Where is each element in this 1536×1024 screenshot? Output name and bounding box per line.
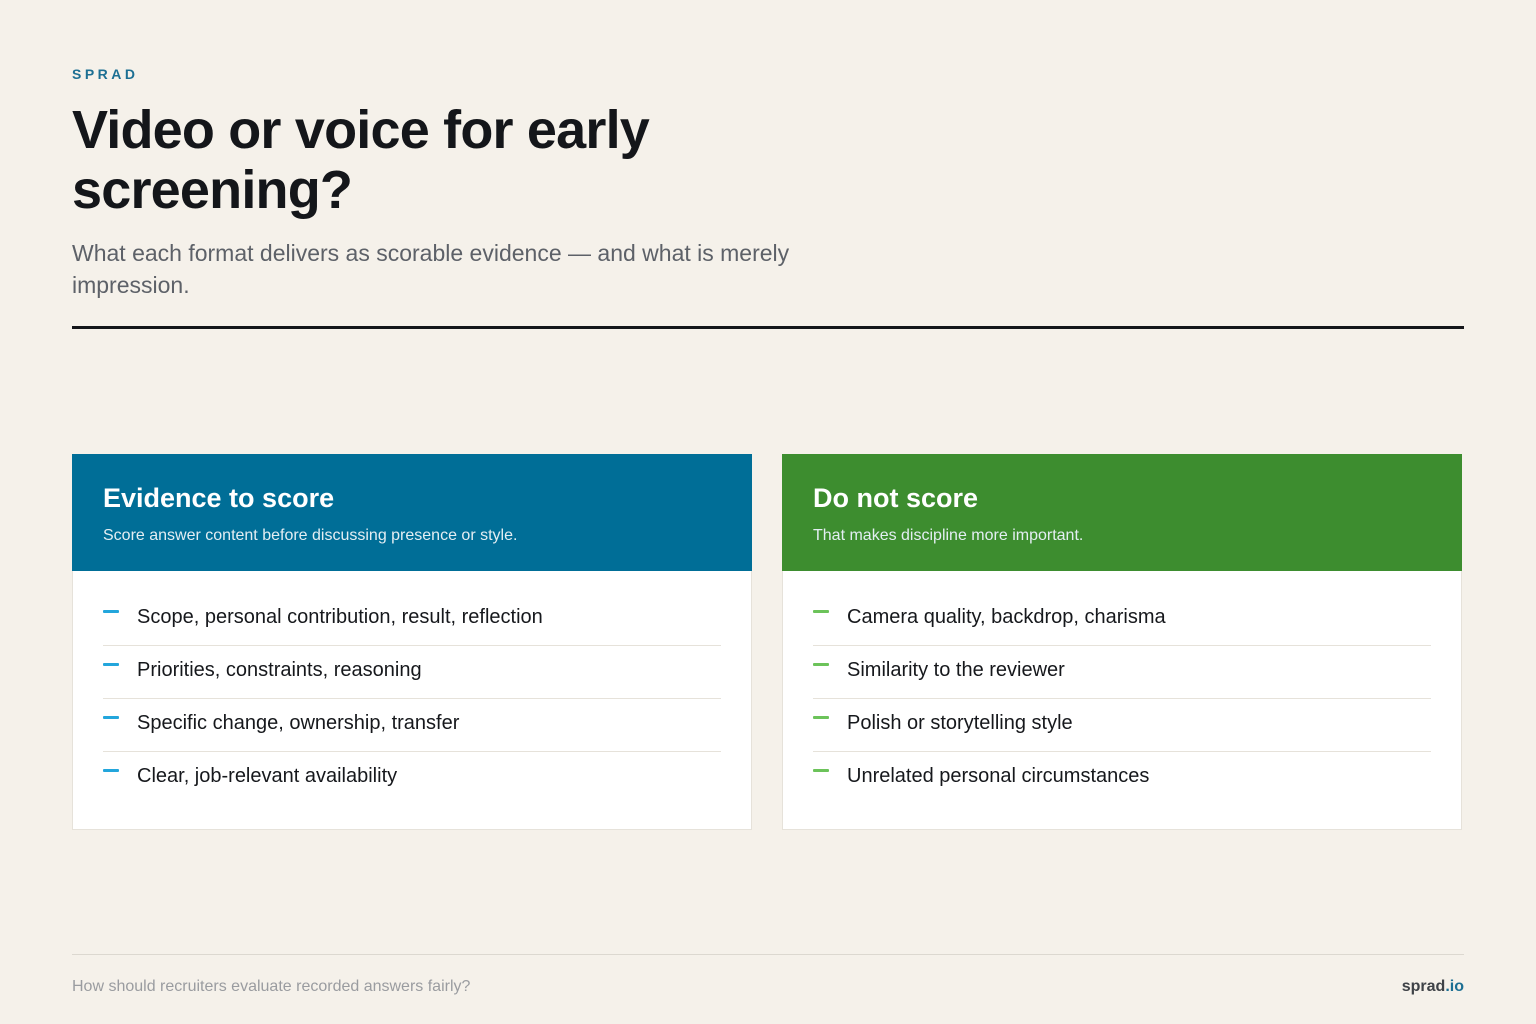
list-item [103,646,721,699]
evidence-list [73,571,751,805]
list-item [103,699,721,752]
dash-icon [103,663,119,666]
list-item-text: Scope, personal contribution, result, reflection [137,606,543,628]
list-item [103,593,721,646]
list-item [813,699,1431,752]
do-not-score-list [783,571,1461,805]
list-item [813,752,1431,805]
list-item-text: Similarity to the reviewer [847,659,1065,681]
list-item-text: Clear, job-relevant availability [137,765,398,787]
footer-question: How should recruiters evaluate recorded answers fairly? [72,978,471,995]
dash-icon [103,610,119,613]
do-not-score-card-title: Do not score [813,483,979,513]
page [72,0,1464,1024]
list-item-text: Unrelated personal circumstances [847,765,1150,787]
page-title: Video or voice for early screening? [72,100,650,220]
evidence-card [72,454,752,830]
list-item [813,593,1431,646]
brand-label: SPRAD [72,66,139,82]
do-not-score-card-header [782,454,1462,571]
page-subtitle: What each format delivers as scorable evidence — and what is merely impression. [72,240,790,298]
list-item-text: Priorities, constraints, reasoning [137,659,422,681]
list-item-text: Polish or storytelling style [847,712,1073,734]
list-item-text: Camera quality, backdrop, charisma [847,606,1166,628]
footer-divider [72,954,1464,955]
dash-icon [813,716,829,719]
evidence-card-subtitle: Score answer content before discussing presence or style. [103,527,518,544]
list-item [813,646,1431,699]
dash-icon [813,769,829,772]
do-not-score-card [782,454,1462,830]
dash-icon [103,769,119,772]
footer-logo [1402,977,1464,997]
dash-icon [813,610,829,613]
list-item [103,752,721,805]
evidence-card-title: Evidence to score [103,483,335,513]
footer-logo-tld: .io [1445,978,1464,995]
list-item-text: Specific change, ownership, transfer [137,712,460,734]
dash-icon [103,716,119,719]
dash-icon [813,663,829,666]
evidence-card-header [72,454,752,571]
footer-logo-name: sprad [1401,978,1446,995]
header-divider [72,326,1464,329]
do-not-score-card-subtitle: That makes discipline more important. [813,527,1084,544]
